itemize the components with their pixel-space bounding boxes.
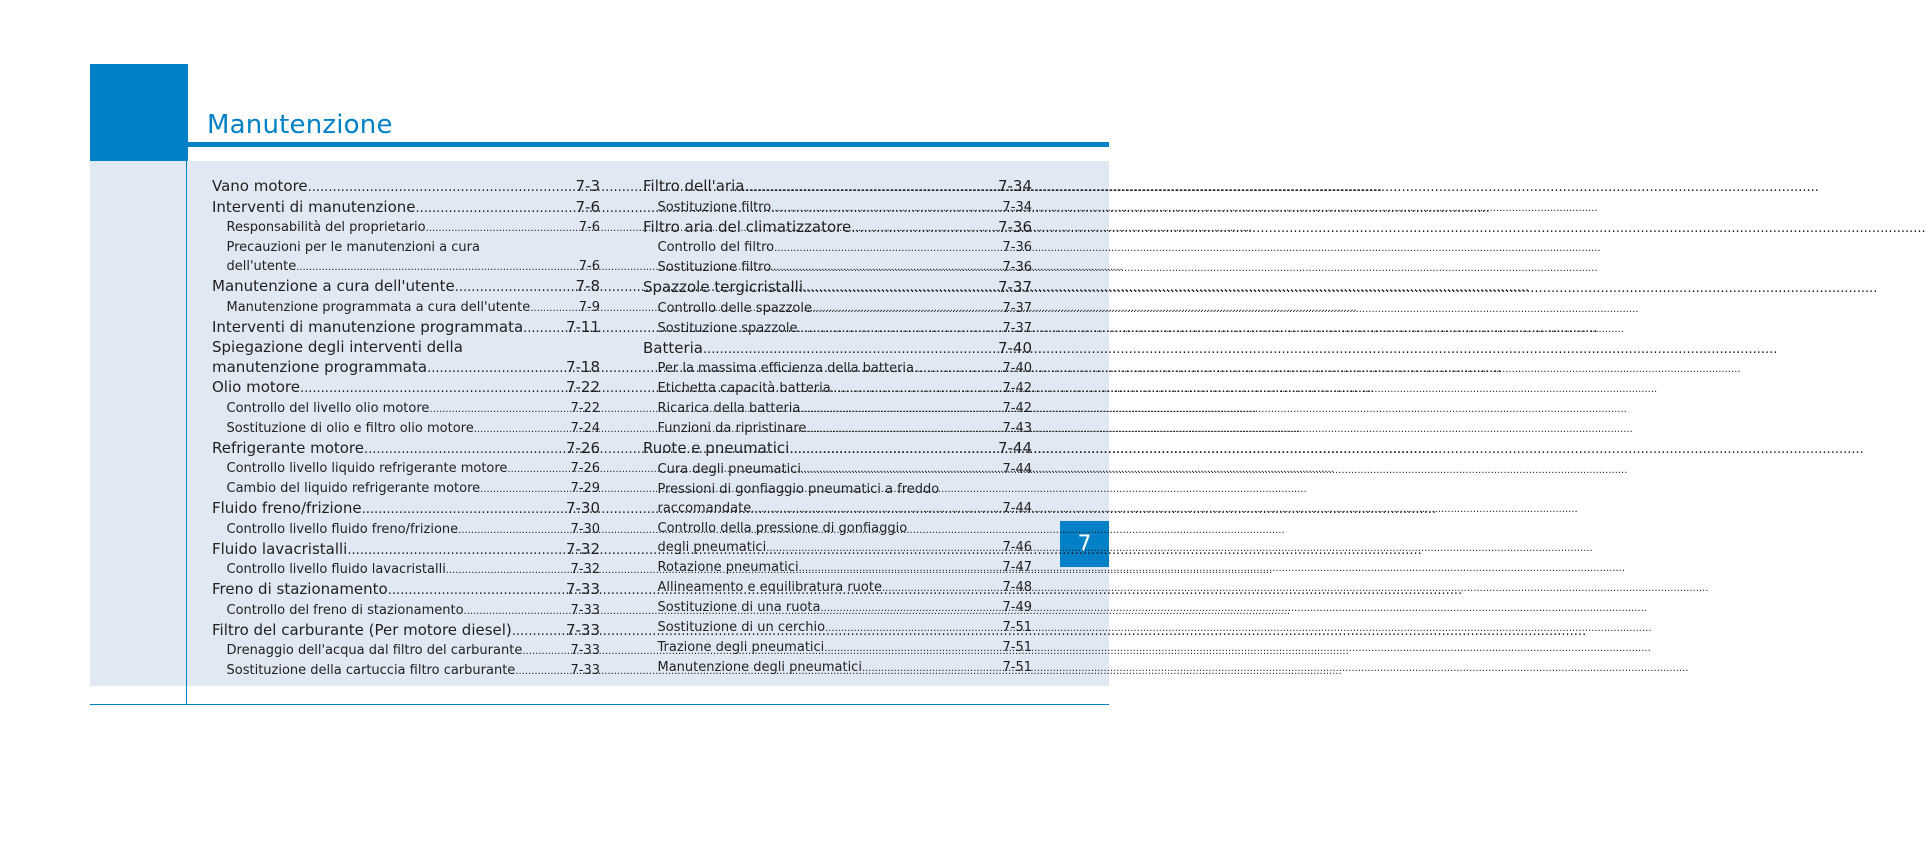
toc-entry-page: 7-51 [1002,659,1032,675]
toc-entry-page: 7-30 [565,499,600,517]
dot-leader [744,178,997,198]
toc-entry-page: 7-42 [1002,381,1032,396]
toc-entry-title: Cura degli pneumatici [657,461,801,477]
toc-entry-page: 7-33 [570,643,600,658]
toc-entry-page: 7-26 [565,438,600,457]
toc-entry-title: Batteria [643,338,703,357]
dot-leader [388,581,566,601]
toc-entry-title: Interventi di manutenzione [212,197,416,216]
toc-entry[interactable] [643,419,1032,439]
toc-entry-page: 7-36 [1002,260,1032,275]
dot-leader [774,239,1002,258]
dot-leader [300,379,566,399]
dot-leader [751,500,1002,519]
dot-leader [308,178,576,198]
toc-entry-title: Ricarica della batteria [657,401,801,416]
toc-entry-title: Per la massima efficienza della batteria [657,361,915,376]
dot-leader [427,359,566,379]
toc-entry-title: Cambio del liquido refrigerante motore [226,481,481,496]
toc-entry-title: Controllo del freno di stazionamento [226,602,464,618]
toc-entry-title: Controllo della pressione di gonfiaggio [657,520,908,536]
toc-entry[interactable] [212,277,600,298]
toc-entry-title: Refrigerante motore [212,438,364,457]
toc-entry-page: 7-18 [565,357,600,376]
toc-entry-page: 7-33 [570,602,600,618]
chapter-number-tab[interactable]: 7 [1060,521,1109,567]
dot-leader [703,340,998,360]
toc-entry-title: manutenzione programmata [212,357,428,376]
dot-leader [771,259,1002,278]
toc-entry-title: Manutenzione degli pneumatici [657,659,862,675]
chapter-header-block [90,64,188,161]
toc-entry-title: Spazzole tergicristalli [643,278,803,296]
toc-entry-page: 7-37 [1002,300,1032,316]
toc-entry-title: Fluido freno/frizione [212,499,362,517]
toc-entry-page: 7-36 [1002,240,1032,255]
toc-entry-title: Vano motore [212,177,308,195]
toc-entry[interactable] [212,520,600,540]
dot-leader [824,639,1002,658]
dot-leader [512,622,566,642]
toc-entry[interactable] [643,618,1032,638]
dot-leader [480,480,570,499]
toc-entry-page: 7-51 [1002,619,1032,635]
toc-entry-page: 7-34 [997,177,1032,195]
dot-leader [458,521,570,540]
dot-leader [474,420,571,439]
toc-entry[interactable] [212,499,600,520]
toc-entry-title: Interventi di manutenzione programmata [212,317,524,336]
dot-leader [362,500,566,520]
toc-entry-title: Spiegazione degli interventi della [212,338,463,356]
dot-leader [806,420,1002,439]
toc-entry-title: Rotazione pneumatici [657,559,799,575]
toc-entry-page: 7-37 [1002,320,1032,336]
toc-entry[interactable] [643,598,1032,618]
dot-leader [507,460,570,479]
dot-leader [862,659,1003,678]
toc-entry[interactable] [212,399,600,419]
toc-entry-page: 7-29 [570,481,600,496]
toc-entry[interactable] [212,298,600,318]
toc-entry-title: Olio motore [212,378,301,396]
toc-entry-title: Controllo del livello olio motore [226,400,430,416]
dot-leader [803,279,998,299]
toc-entry[interactable] [212,419,600,439]
toc-entry[interactable] [643,638,1032,658]
dot-leader [522,642,570,661]
toc-entry-page: 7-6 [578,220,600,235]
toc-entry[interactable] [212,218,600,238]
toc-entry-page: 7-22 [570,400,600,416]
dot-leader [766,539,1002,558]
toc-entry-title: Sostituzione spazzole [657,320,798,336]
toc-entry-page: 7-46 [1002,539,1032,555]
left-divider [186,161,187,704]
dot-leader [882,579,1003,598]
toc-entry-title: Responsabilità del proprietario [226,220,426,235]
toc-entry-title: Funzioni da ripristinare [657,421,807,436]
dot-leader [364,440,566,460]
toc-entry-page: 7-44 [1002,500,1032,516]
toc-entry[interactable] [643,238,1032,258]
toc-entry-title: Controllo del filtro [657,240,775,255]
toc-entry-page: 7-47 [1002,559,1032,575]
dot-leader [523,319,566,339]
toc-entry[interactable] [643,480,1032,499]
dot-leader [831,380,1003,399]
toc-entry-page: 7-22 [565,378,600,396]
toc-entry[interactable] [643,258,1032,278]
toc-entry[interactable] [212,378,600,399]
toc-entry-title: dell'utente [226,259,297,274]
dot-leader [800,400,1002,419]
toc-entry[interactable] [643,299,1032,319]
toc-entry[interactable] [643,460,1032,480]
toc-entry-title: Controllo livello liquido refrigerante motore [226,461,508,476]
toc-entry-page: 7-33 [565,580,600,598]
toc-entry-page: 7-26 [570,461,600,476]
dot-leader [426,219,579,238]
toc-entry[interactable] [212,560,600,580]
toc-entry[interactable] [212,540,600,561]
dot-leader [415,199,575,219]
toc-entry[interactable] [643,278,1032,299]
toc-entry-page: 7-6 [575,197,600,216]
toc-entry-title: Sostituzione della cartuccia filtro carburante [226,663,516,678]
toc-entry[interactable] [643,519,1032,538]
dot-leader [446,561,571,580]
toc-entry[interactable] [212,641,600,661]
toc-entry[interactable] [212,257,600,277]
toc-entry-page: 7-43 [1002,421,1032,436]
dot-leader [914,360,1002,379]
toc-entry[interactable] [212,479,600,499]
dot-leader [530,299,579,318]
toc-entry[interactable] [643,578,1032,598]
toc-entry[interactable] [643,538,1032,558]
toc-entry-title: Drenaggio dell'acqua dal filtro del carburante [226,643,523,658]
toc-entry[interactable] [643,439,1032,460]
toc-entry-page: 7-32 [570,562,600,577]
toc-entry[interactable] [212,338,600,358]
toc-entry-page: 7-24 [570,420,600,436]
dot-leader [464,602,571,621]
dot-leader [789,440,998,460]
toc-entry[interactable] [643,319,1032,339]
toc-entry-title: Filtro del carburante (Per motore diesel) [212,620,512,639]
toc-entry-title: degli pneumatici [657,539,767,555]
toc-entry[interactable] [212,318,600,339]
page-title: Manutenzione [207,110,393,140]
dot-leader [851,219,998,239]
toc-entry[interactable] [212,580,600,601]
dot-leader [429,400,570,419]
toc-entry-page: 7-49 [1002,599,1032,615]
toc-entry-page: 7-34 [1002,199,1032,215]
toc-entry[interactable] [212,198,600,219]
toc-entry[interactable] [643,499,1032,519]
toc-entry-title: Allineamento e equilibratura ruote [657,579,882,595]
toc-entry-title: Controllo livello fluido freno/frizione [226,521,459,537]
toc-entry-page: 7-30 [570,521,600,537]
toc-entry[interactable] [643,218,1032,239]
toc-entry-page: 7-11 [565,317,600,336]
toc-entry-page: 7-32 [565,539,600,558]
toc-entry[interactable] [212,238,600,257]
toc-entry[interactable] [212,459,600,479]
toc-entry-page: 7-36 [997,217,1032,236]
dot-leader [515,662,570,681]
toc-entry-title: Sostituzione di un cerchio [657,619,826,635]
toc-entry-page: 7-40 [997,338,1032,357]
toc-entry-title: Filtro aria del climatizzatore [643,217,852,236]
toc-entry[interactable] [212,661,600,681]
toc-entry-title: Fluido lavacristalli [212,539,348,558]
toc-entry-title: Sostituzione di una ruota [657,599,821,615]
toc-entry-title: Etichetta capacità batteria [657,381,831,396]
toc-entry-page: 7-44 [1002,461,1032,477]
toc-entry-page: 7-40 [1002,361,1032,376]
toc-entry-page: 7-6 [578,259,600,274]
toc-entry-page: 7-33 [570,663,600,678]
toc-entry-page: 7-3 [575,177,600,195]
toc-entry-page: 7-48 [1002,579,1032,595]
bottom-divider [90,704,1109,705]
toc-entry[interactable] [212,439,600,460]
toc-entry[interactable] [643,658,1032,678]
toc-entry-title: Sostituzione di olio e filtro olio motore [226,420,474,436]
dot-leader [812,300,1002,319]
toc-entry-title: Manutenzione a cura dell'utente [212,277,455,295]
toc-entry-page: 7-33 [565,620,600,639]
toc-column-right [643,177,1032,678]
toc-entry-title: Freno di stazionamento [212,580,388,598]
dot-leader [798,320,1003,339]
toc-entry[interactable] [643,359,1032,379]
toc-entry-title: Pressioni di gonfiaggio pneumatici a freddo [657,481,940,497]
toc-entry-page: 7-42 [1002,401,1032,416]
toc-entry-title: Ruote e pneumatici [643,439,790,457]
toc-entry[interactable] [212,601,600,621]
toc-entry-title: raccomandate [657,500,752,516]
toc-entry-page: 7-8 [575,277,600,295]
toc-entry[interactable] [643,339,1032,360]
toc-column-left [212,177,600,681]
toc-entry[interactable] [212,621,600,642]
toc-entry-page: 7-44 [997,439,1032,457]
toc-entry[interactable] [643,558,1032,578]
toc-entry-title: Trazione degli pneumatici [657,639,825,655]
toc-entry[interactable] [212,177,600,198]
toc-entry-title: Sostituzione filtro [657,260,772,275]
toc-entry[interactable] [643,379,1032,399]
toc-entry-title: Controllo livello fluido lavacristalli [226,562,446,577]
toc-entry[interactable] [212,358,600,379]
toc-entry[interactable] [643,177,1032,198]
dot-leader [347,541,566,561]
toc-entry-page: 7-51 [1002,639,1032,655]
toc-entry[interactable] [643,399,1032,419]
toc-entry-title: Precauzioni per le manutenzioni a cura [226,240,480,255]
dot-leader [771,199,1002,218]
toc-entry-title: Sostituzione filtro [657,199,772,215]
toc-entry-title: Controllo delle spazzole [657,300,812,316]
dot-leader [455,278,576,298]
toc-entry[interactable] [643,198,1032,218]
toc-entry-page: 7-37 [997,278,1032,296]
toc-entry-title: Manutenzione programmata a cura dell'utente [226,299,531,315]
dot-leader [801,461,1003,480]
toc-entry-page: 7-9 [578,299,600,315]
dot-leader [825,619,1002,638]
title-underline [188,142,1109,147]
dot-leader [296,258,579,277]
dot-leader [820,599,1002,618]
toc-entry-title: Filtro dell'aria [643,177,745,195]
dot-leader [799,559,1003,578]
